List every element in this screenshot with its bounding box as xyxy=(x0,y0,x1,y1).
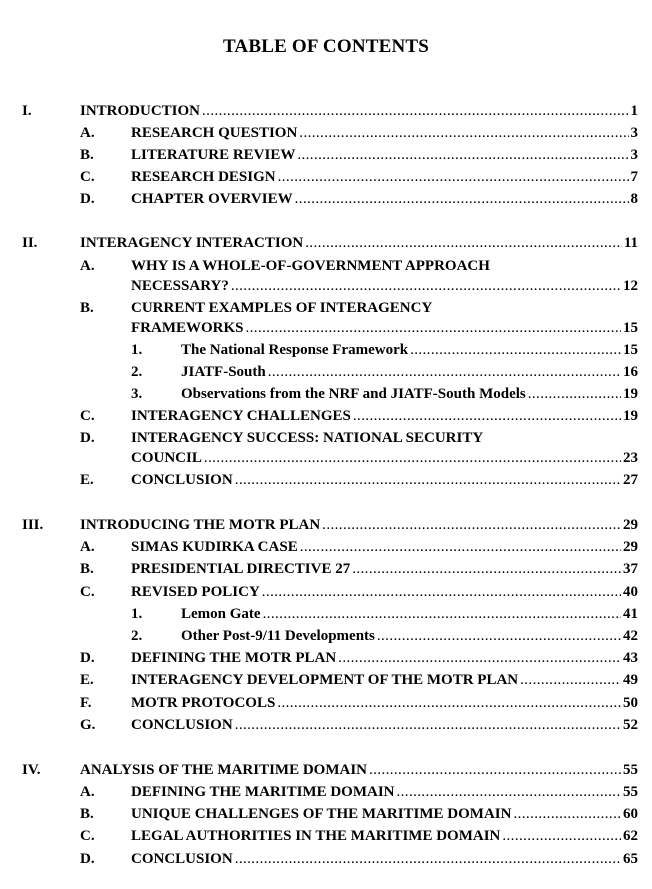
toc-page-number: 65 xyxy=(623,851,638,867)
section-letter: C. xyxy=(80,408,95,424)
toc-entry-title: Observations from the NRF and JIATF-South Models xyxy=(181,386,526,402)
section-letter: D. xyxy=(80,430,95,446)
page-title: TABLE OF CONTENTS xyxy=(222,36,430,57)
toc-page-number: 8 xyxy=(630,191,638,207)
toc-page-number: 37 xyxy=(623,561,638,577)
toc-entry-title: JIATF-South xyxy=(181,364,266,380)
subsection-number: 1. xyxy=(131,342,143,358)
subsection-number: 3. xyxy=(131,386,143,402)
subsection-number: 2. xyxy=(131,628,143,644)
section-letter: B. xyxy=(80,806,94,822)
dot-leader xyxy=(369,760,621,780)
toc-entry-subsection[interactable] xyxy=(181,626,638,646)
toc-entry-subsection[interactable] xyxy=(181,604,638,624)
dot-leader xyxy=(268,362,621,382)
toc-page-number: 7 xyxy=(630,169,638,185)
toc-page-number: 3 xyxy=(630,125,638,141)
toc-entry-title: INTRODUCTION xyxy=(80,103,201,119)
section-letter: A. xyxy=(80,125,95,141)
dot-leader xyxy=(202,101,628,121)
chapter-number: III. xyxy=(22,517,44,533)
toc-entry-title: INTRODUCING THE MOTR PLAN xyxy=(80,517,321,533)
toc-entry-title: RESEARCH QUESTION xyxy=(131,125,298,141)
dot-leader xyxy=(235,849,621,869)
toc-entry-title: CHAPTER OVERVIEW xyxy=(131,191,293,207)
dot-leader xyxy=(502,826,621,846)
dot-leader xyxy=(300,537,621,557)
toc-entry-title: PRESIDENTIAL DIRECTIVE 27 xyxy=(131,561,351,577)
toc-entry-section[interactable] xyxy=(131,145,638,165)
toc-entry-section[interactable] xyxy=(131,318,638,338)
toc-entry-title: INTERAGENCY CHALLENGES xyxy=(131,408,351,424)
dot-leader xyxy=(520,670,621,690)
toc-page-number: 23 xyxy=(623,450,638,466)
section-letter: F. xyxy=(80,695,92,711)
toc-entry-title: CONCLUSION xyxy=(131,717,233,733)
section-letter: E. xyxy=(80,672,94,688)
dot-leader xyxy=(263,604,621,624)
dot-leader xyxy=(322,515,621,535)
toc-entry-title: Other Post-9/11 Developments xyxy=(181,628,375,644)
toc-page-number: 62 xyxy=(623,828,638,844)
toc-entry-title-line2: COUNCIL xyxy=(131,450,202,466)
toc-entry-section[interactable] xyxy=(131,804,638,824)
toc-page-number: 3 xyxy=(630,147,638,163)
toc-page-number: 12 xyxy=(623,278,638,294)
subsection-number: 1. xyxy=(131,606,143,622)
toc-entry-section[interactable] xyxy=(131,537,638,557)
toc-entry-section[interactable] xyxy=(131,470,638,490)
toc-page-number: 40 xyxy=(623,584,638,600)
section-letter: C. xyxy=(80,828,95,844)
toc-entry-title: MOTR PROTOCOLS xyxy=(131,695,276,711)
toc-entry-section[interactable] xyxy=(131,189,638,209)
section-letter: C. xyxy=(80,584,95,600)
toc-page-number: 55 xyxy=(623,784,638,800)
toc-page-number: 15 xyxy=(623,342,638,358)
section-letter: G. xyxy=(80,717,96,733)
toc-entry-chapter[interactable] xyxy=(80,233,638,253)
section-letter: B. xyxy=(80,300,94,316)
toc-entry-subsection[interactable] xyxy=(181,362,638,382)
toc-page-number: 15 xyxy=(623,320,638,336)
toc-entry-title: REVISED POLICY xyxy=(131,584,260,600)
dot-leader xyxy=(278,167,629,187)
toc-entry-title: LEGAL AUTHORITIES IN THE MARITIME DOMAIN xyxy=(131,828,501,844)
dot-leader xyxy=(277,693,621,713)
toc-entry-chapter[interactable] xyxy=(80,760,638,780)
toc-entry-section[interactable] xyxy=(131,826,638,846)
dot-leader xyxy=(204,448,621,468)
section-letter: D. xyxy=(80,650,95,666)
dot-leader xyxy=(410,340,621,360)
toc-page-number: 19 xyxy=(623,386,638,402)
dot-leader xyxy=(297,145,628,165)
chapter-number: IV. xyxy=(22,762,41,778)
section-letter: E. xyxy=(80,472,94,488)
section-letter: D. xyxy=(80,191,95,207)
dot-leader xyxy=(295,189,629,209)
toc-page-number: 55 xyxy=(623,762,638,778)
toc-entry-title: Lemon Gate xyxy=(181,606,261,622)
toc-entry-title: UNIQUE CHALLENGES OF THE MARITIME DOMAIN xyxy=(131,806,512,822)
dot-leader xyxy=(235,715,621,735)
dot-leader xyxy=(305,233,622,253)
toc-entry-title: DEFINING THE MOTR PLAN xyxy=(131,650,337,666)
toc-page-number: 11 xyxy=(623,235,638,251)
toc-entry-section[interactable] xyxy=(131,448,638,468)
toc-entry-title: CONCLUSION xyxy=(131,472,233,488)
toc-entry-section[interactable] xyxy=(131,782,638,802)
toc-entry-title: INTERAGENCY INTERACTION xyxy=(80,235,304,251)
toc-entry-title-line1[interactable]: WHY IS A WHOLE-OF-GOVERNMENT APPROACH xyxy=(131,258,490,274)
subsection-number: 2. xyxy=(131,364,143,380)
section-letter: A. xyxy=(80,258,95,274)
toc-entry-title: The National Response Framework xyxy=(181,342,409,358)
dot-leader xyxy=(513,804,621,824)
dot-leader xyxy=(353,406,621,426)
toc-entry-section[interactable] xyxy=(131,693,638,713)
toc-entry-section[interactable] xyxy=(131,715,638,735)
toc-entry-subsection[interactable] xyxy=(181,384,638,404)
toc-entry-section[interactable] xyxy=(131,582,638,602)
toc-entry-section[interactable] xyxy=(131,123,638,143)
toc-entry-section[interactable] xyxy=(131,559,638,579)
toc-entry-section[interactable] xyxy=(131,406,638,426)
dot-leader xyxy=(338,648,621,668)
dot-leader xyxy=(262,582,621,602)
toc-entry-title-line2: NECESSARY? xyxy=(131,278,229,294)
chapter-number: II. xyxy=(22,235,38,251)
toc-entry-title-line2: FRAMEWORKS xyxy=(131,320,244,336)
toc-page-number: 42 xyxy=(623,628,638,644)
toc-entry-section[interactable] xyxy=(131,849,638,869)
toc-page-number: 49 xyxy=(623,672,638,688)
toc-entry-title: INTERAGENCY DEVELOPMENT OF THE MOTR PLAN xyxy=(131,672,519,688)
toc-page-number: 19 xyxy=(623,408,638,424)
section-letter: D. xyxy=(80,851,95,867)
toc-entry-section[interactable] xyxy=(131,670,638,690)
section-letter: C. xyxy=(80,169,95,185)
dot-leader xyxy=(528,384,621,404)
toc-page-number: 41 xyxy=(623,606,638,622)
toc-page-number: 60 xyxy=(623,806,638,822)
chapter-number: I. xyxy=(22,103,32,119)
toc-entry-title: SIMAS KUDIRKA CASE xyxy=(131,539,298,555)
toc-entry-chapter[interactable] xyxy=(80,515,638,535)
toc-page-number: 1 xyxy=(630,103,638,119)
dot-leader xyxy=(397,782,622,802)
toc-entry-title: DEFINING THE MARITIME DOMAIN xyxy=(131,784,395,800)
toc-page-number: 27 xyxy=(623,472,638,488)
toc-page-number: 16 xyxy=(623,364,638,380)
dot-leader xyxy=(231,276,621,296)
section-letter: B. xyxy=(80,147,94,163)
section-letter: A. xyxy=(80,539,95,555)
toc-page-number: 29 xyxy=(623,539,638,555)
dot-leader xyxy=(235,470,621,490)
toc-entry-chapter[interactable] xyxy=(80,101,638,121)
toc-entry-section[interactable] xyxy=(131,167,638,187)
toc-entry-subsection[interactable] xyxy=(181,340,638,360)
toc-entry-section[interactable] xyxy=(131,648,638,668)
toc-entry-title: ANALYSIS OF THE MARITIME DOMAIN xyxy=(80,762,367,778)
section-letter: A. xyxy=(80,784,95,800)
toc-entry-title: LITERATURE REVIEW xyxy=(131,147,296,163)
section-letter: B. xyxy=(80,561,94,577)
toc-page-number: 50 xyxy=(623,695,638,711)
dot-leader xyxy=(299,123,628,143)
toc-entry-title: RESEARCH DESIGN xyxy=(131,169,276,185)
toc-entry-title-line1[interactable]: INTERAGENCY SUCCESS: NATIONAL SECURITY xyxy=(131,430,484,446)
toc-entry-title: CONCLUSION xyxy=(131,851,233,867)
dot-leader xyxy=(377,626,621,646)
dot-leader xyxy=(246,318,622,338)
toc-entry-section[interactable] xyxy=(131,276,638,296)
toc-page-number: 52 xyxy=(623,717,638,733)
dot-leader xyxy=(352,559,621,579)
toc-entry-title-line1[interactable]: CURRENT EXAMPLES OF INTERAGENCY xyxy=(131,300,433,316)
toc-page-number: 43 xyxy=(623,650,638,666)
toc-page-number: 29 xyxy=(623,517,638,533)
